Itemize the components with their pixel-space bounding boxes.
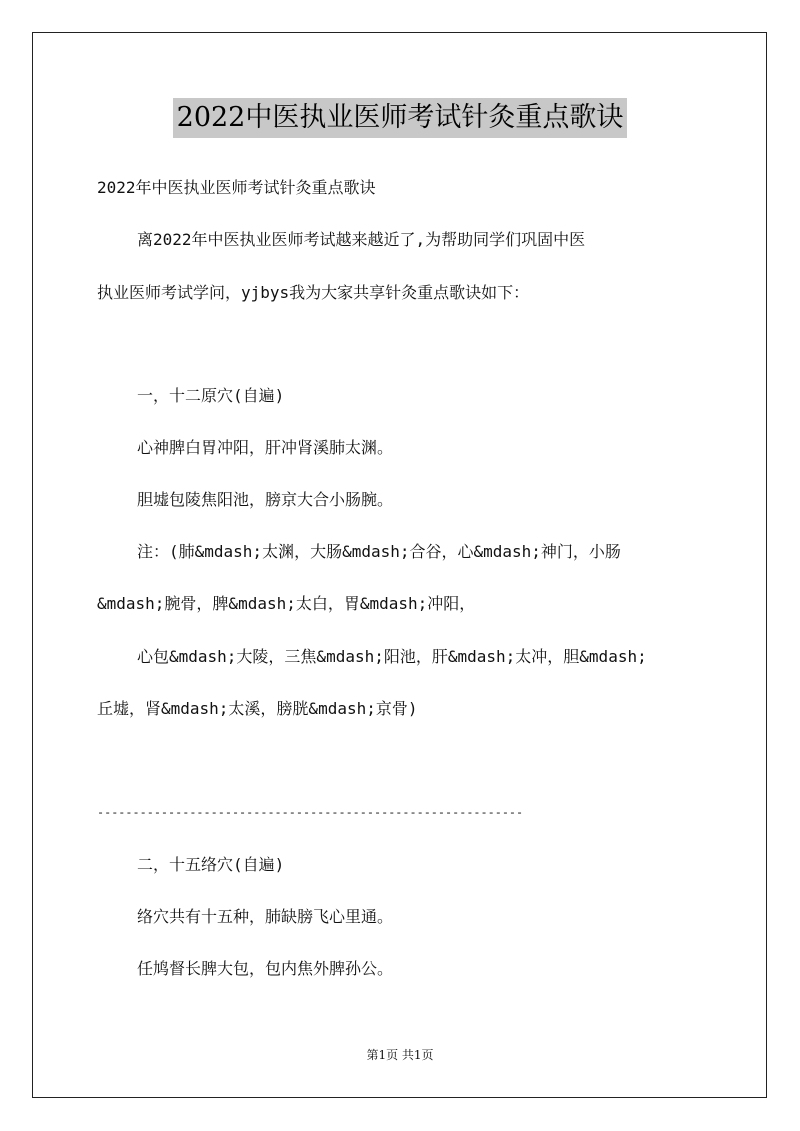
subtitle: 2022年中医执业医师考试针灸重点歌诀 [97,178,376,197]
section1-verse-2: 胆墟包陵焦阳池，膀京大合小肠腕。 [137,490,394,509]
section1-note-1: 注：(肺&mdash;太渊，大肠&mdash;合谷，心&mdash;神门，小肠 [137,542,621,561]
section1-heading: 一，十二原穴(自遍) [137,386,285,405]
section2-verse-2: 任鸠督长脾大包，包内焦外脾孙公。 [137,959,394,978]
document-title: 2022中医执业医师考试针灸重点歌诀 [173,98,628,138]
section2-verse-1: 络穴共有十五种，肺缺膀飞心里通。 [137,907,394,926]
title-container [0,98,800,138]
section1-note-4: 丘墟，肾&mdash;太溪，膀胱&mdash;京骨) [97,699,418,718]
section2-heading: 二，十五络穴(自遍) [137,855,285,874]
section1-note-2: &mdash;腕骨，脾&mdash;太白，胃&mdash;冲阳， [97,594,476,613]
separator-line: ------------------------------------------------------------ [97,805,524,819]
intro-line-1: 离2022年中医执业医师考试越来越近了,为帮助同学们巩固中医 [137,230,586,249]
intro-line-2: 执业医师考试学问，yjbys我为大家共享针灸重点歌诀如下： [97,283,530,302]
section1-verse-1: 心神脾白胃冲阳，肝冲肾溪肺太渊。 [137,438,394,457]
page-footer: 第1页 共1页 [366,1048,434,1062]
section1-note-3: 心包&mdash;大陵，三焦&mdash;阳池，肝&mdash;太冲，胆&mdash; [137,647,647,666]
